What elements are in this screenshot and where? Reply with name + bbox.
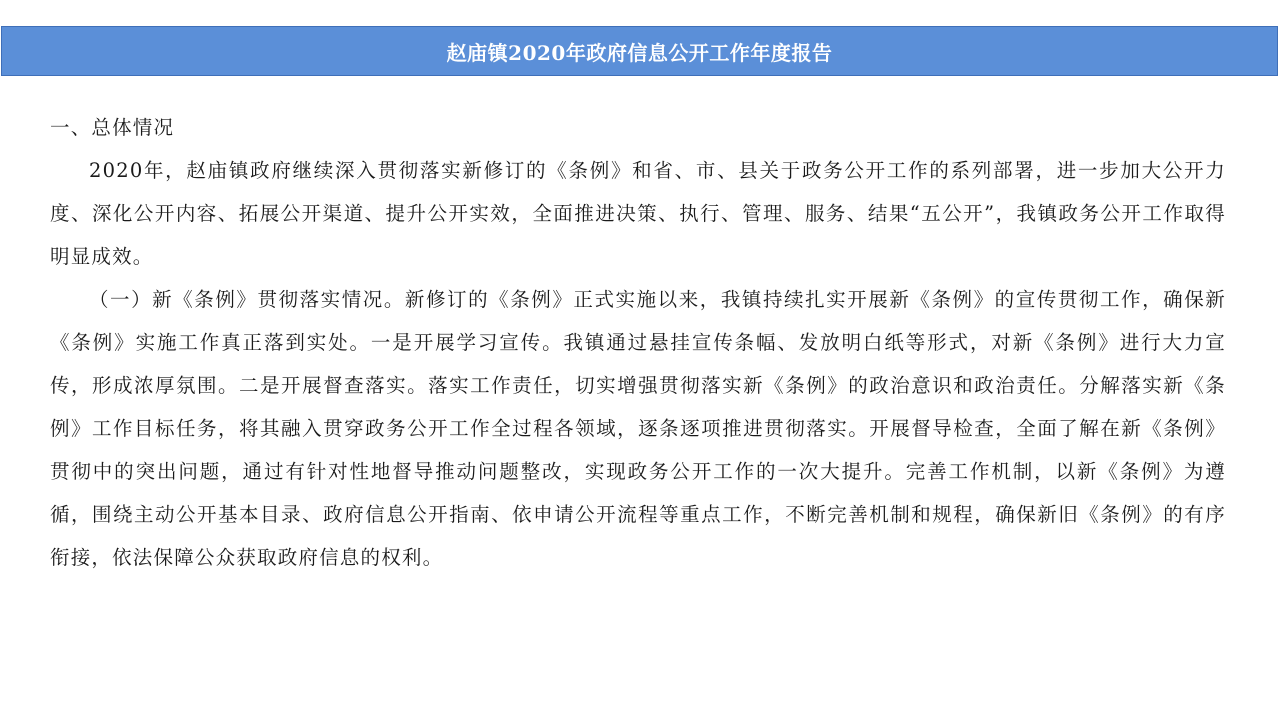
report-title: 赵庙镇2020年政府信息公开工作年度报告 [446, 40, 833, 65]
report-title-bar [1, 26, 1278, 76]
report-body [50, 106, 1226, 579]
paragraph-regulation-implementation: （一）新《条例》贯彻落实情况。新修订的《条例》正式实施以来，我镇持续扎实开展新《条例》的宣传贯彻工作，确保新《条例》实施工作真正落到实处。一是开展学习宣传。我镇通过悬挂宣传条幅、发放明白纸等形式，对新《条例》进行大力宣传，形成浓厚氛围。二是开展督查落实。落实工作责任，切实增强贯彻落实新《条例》的政治意识和政治责任。分解落实新《条例》工作目标任务，将其融入贯穿政务公开工作全过程各领域，逐条逐项推进贯彻落实。开展督导检查，全面了解在新《条例》贯彻中的突出问题，通过有针对性地督导推动问题整改，实现政务公开工作的一次大提升。完善工作机制，以新《条例》为遵循，围绕主动公开基本目录、政府信息公开指南、依申请公开流程等重点工作，不断完善机制和规程，确保新旧《条例》的有序衔接，依法保障公众获取政府信息的权利。 [50, 288, 1226, 569]
section-heading: 一、总体情况 [50, 116, 175, 139]
paragraph-overview: 2020年，赵庙镇政府继续深入贯彻落实新修订的《条例》和省、市、县关于政务公开工作的系列部署，进一步加大公开力度、深化公开内容、拓展公开渠道、提升公开实效，全面推进决策、执行、管理、服务、结果“五公开”，我镇政务公开工作取得明显成效。 [50, 159, 1226, 268]
